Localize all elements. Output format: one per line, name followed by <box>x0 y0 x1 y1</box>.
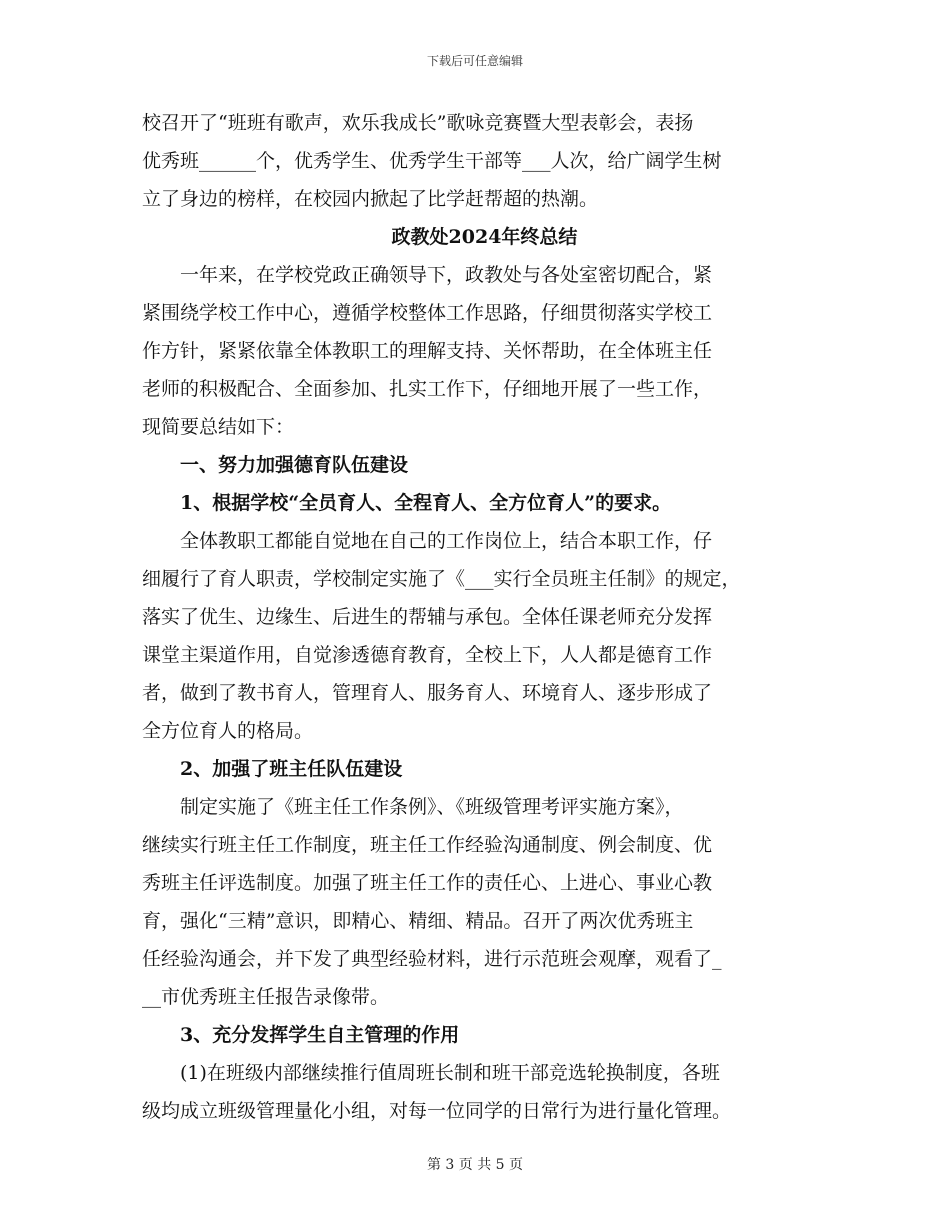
text-line: 老师的积极配合、全面参加、扎实工作下，仔细地开展了一些工作， <box>142 378 713 400</box>
page-number: 第 3 页 共 5 页 <box>426 1157 524 1173</box>
text-line: 任经验沟通会，并下发了典型经验材料，进行示范班会观摩，观看了_ <box>142 948 722 970</box>
text-line: (1)在班级内部继续推行值周班长制和班干部竞选轮换制度，各班 <box>142 1062 720 1084</box>
text-line: 者，做到了教书育人，管理育人、服务育人、环境育人、逐步形成了 <box>142 682 713 704</box>
section-heading: 一、努力加强德育队伍建设 <box>142 454 409 476</box>
text-line: 级均成立班级管理量化小组，对每一位同学的日常行为进行量化管理。 <box>142 1100 732 1122</box>
text-line: 继续实行班主任工作制度，班主任工作经验沟通制度、例会制度、优 <box>142 834 713 856</box>
document-title: 政教处2024年终总结 <box>391 226 578 248</box>
text-line: 制定实施了《班主任工作条例》、《班级管理考评实施方案》， <box>142 796 684 818</box>
text-line: 优秀班______个，优秀学生、优秀学生干部等___人次，给广阔学生树 <box>142 150 722 172</box>
page-footer <box>0 1155 950 1175</box>
header-note: 下载后可任意编辑 <box>426 54 523 68</box>
text-line: 紧围绕学校工作中心，遵循学校整体工作思路，仔细贯彻落实学校工 <box>142 302 713 324</box>
text-line: 一年来，在学校党政正确领导下，政教处与各处室密切配合，紧 <box>142 264 713 286</box>
text-line: 细履行了育人职责，学校制定实施了《___实行全员班主任制》的规定， <box>142 568 741 590</box>
subsection-heading: 1、根据学校“全员育人、全程育人、全方位育人”的要求。 <box>142 492 672 514</box>
text-line: 立了身边的榜样，在校园内掀起了比学赶帮超的热潮。 <box>142 188 599 210</box>
text-line: 课堂主渠道作用，自觉渗透德育教育，全校上下，人人都是德育工作 <box>142 644 713 666</box>
page-header <box>0 52 950 70</box>
subsection-heading: 3、充分发挥学生自主管理的作用 <box>142 1024 460 1046</box>
text-line: 秀班主任评选制度。加强了班主任工作的责任心、上进心、事业心教 <box>142 872 713 894</box>
document-body <box>142 104 817 1130</box>
text-line: 全方位育人的格局。 <box>142 720 314 742</box>
text-line: 校召开了“班班有歌声，欢乐我成长”歌咏竞赛暨大型表彰会，表扬 <box>142 112 694 134</box>
text-line: 作方针，紧紧依靠全体教职工的理解支持、关怀帮助，在全体班主任 <box>142 340 713 362</box>
subsection-heading: 2、加强了班主任队伍建设 <box>142 758 403 780</box>
text-line: 落实了优生、边缘生、后进生的帮辅与承包。全体任课老师充分发挥 <box>142 606 713 628</box>
text-line: 全体教职工都能自觉地在自己的工作岗位上，结合本职工作，仔 <box>142 530 713 552</box>
text-line: 育，强化“三精”意识，即精心、精细、精品。召开了两次优秀班主 <box>142 910 694 932</box>
text-line: __市优秀班主任报告录像带。 <box>142 986 390 1008</box>
text-line: 现简要总结如下： <box>142 416 295 438</box>
